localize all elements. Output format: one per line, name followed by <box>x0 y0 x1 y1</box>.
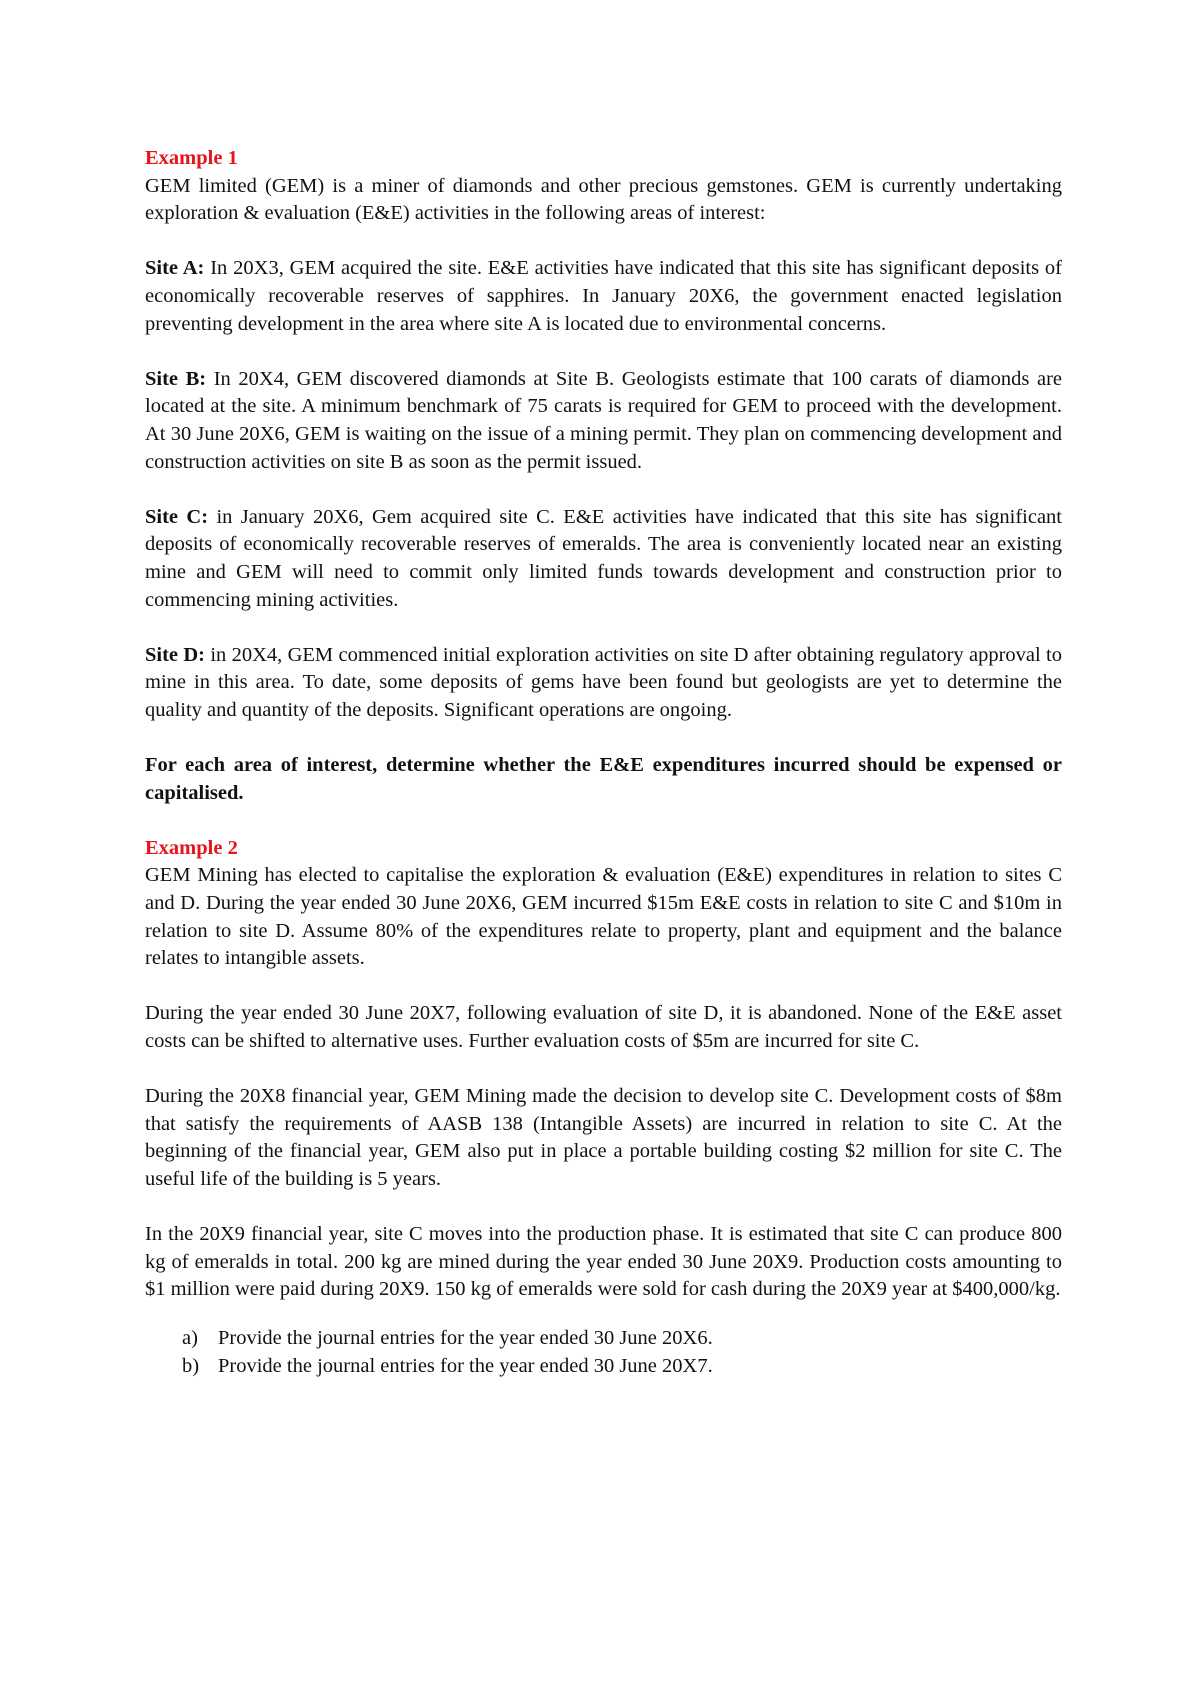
site-b-label: Site B: <box>145 367 207 390</box>
example-1-section <box>145 145 1062 807</box>
site-a-paragraph <box>145 255 1062 338</box>
example-1-heading: Example 1 <box>145 147 238 169</box>
site-b-paragraph <box>145 366 1062 476</box>
example-2-paragraph-3: During the 20X8 financial year, GEM Mining made the decision to develop site C. Development costs of $8m that satisfy the requirements of AASB 138 (Intangible Assets) are incurred in relation to site C. At the beginning of the financial year, GEM also put in place a portable building costing $2 million for site C. The useful life of the building is 5 years. <box>145 1085 1062 1190</box>
site-a-text: In 20X3, GEM acquired the site. E&E activities have indicated that this site has significant deposits of economically recoverable reserves of sapphires. In January 20X6, the government enacted legislation preventing development in the area where site A is located due to environmental concerns. <box>145 257 1062 335</box>
task-item-a <box>145 1325 1062 1353</box>
example-1-question: For each area of interest, determine whether the E&E expenditures incurred should be expensed or capitalised. <box>145 754 1062 804</box>
site-c-label: Site C: <box>145 505 209 528</box>
example-2-heading: Example 2 <box>145 836 238 859</box>
task-text-a: Provide the journal entries for the year ended 30 June 20X6. <box>218 1326 713 1349</box>
site-a-label: Site A: <box>145 257 205 280</box>
site-c-text: in January 20X6, Gem acquired site C. E&E activities have indicated that this site has significant deposits of economically recoverable reserves of emeralds. The area is conveniently located near an existing mine and GEM will need to commit only limited funds towards development and construction prior to commencing mining activities. <box>145 505 1063 611</box>
example-2-section <box>145 835 1062 1380</box>
site-d-label: Site D: <box>145 643 205 666</box>
example-2-paragraph-2: During the year ended 30 June 20X7, following evaluation of site D, it is abandoned. None of the E&E asset costs can be shifted to alternative uses. Further evaluation costs of $5m are incurred for site C. <box>145 1002 1062 1052</box>
site-d-text: in 20X4, GEM commenced initial exploration activities on site D after obtaining regulatory approval to mine in this area. To date, some deposits of gems have been found but geologists are yet to determine the quality and quantity of the deposits. Significant operations are ongoing. <box>145 643 1062 721</box>
task-list <box>145 1325 1062 1380</box>
example-2-paragraph-4: In the 20X9 financial year, site C moves into the production phase. It is estimated that site C can produce 800 kg of emeralds in total. 200 kg are mined during the year ended 30 June 20X9. Production costs amounting to $1 million were paid during 20X9. 150 kg of emeralds were sold for cash during the 20X9 year at $400,000/kg. <box>145 1223 1062 1301</box>
task-marker-b: b) <box>182 1354 200 1377</box>
example-2-paragraph-1: GEM Mining has elected to capitalise the exploration & evaluation (E&E) expenditures in relation to sites C and D. During the year ended 30 June 20X6, GEM incurred $15m E&E costs in relation to site C and $10m in relation to site D. Assume 80% of the expenditures relate to property, plant and equipment and the balance relates to intangible assets. <box>145 864 1062 970</box>
task-item-b <box>145 1353 1062 1381</box>
site-d-paragraph <box>145 642 1062 725</box>
task-marker-a: a) <box>182 1326 198 1349</box>
task-text-b: Provide the journal entries for the year ended 30 June 20X7. <box>218 1354 713 1377</box>
example-1-intro: GEM limited (GEM) is a miner of diamonds and other precious gemstones. GEM is currently undertaking exploration & evaluation (E&E) activities in the following areas of interest: <box>145 174 1062 225</box>
site-c-paragraph <box>145 504 1062 614</box>
document-page <box>145 145 1062 1380</box>
site-b-text: In 20X4, GEM discovered diamonds at Site B. Geologists estimate that 100 carats of diamonds are located at the site. A minimum benchmark of 75 carats is required for GEM to proceed with the development. At 30 June 20X6, GEM is waiting on the issue of a mining permit. They plan on commencing development and construction activities on site B as soon as the permit issued. <box>145 367 1062 473</box>
